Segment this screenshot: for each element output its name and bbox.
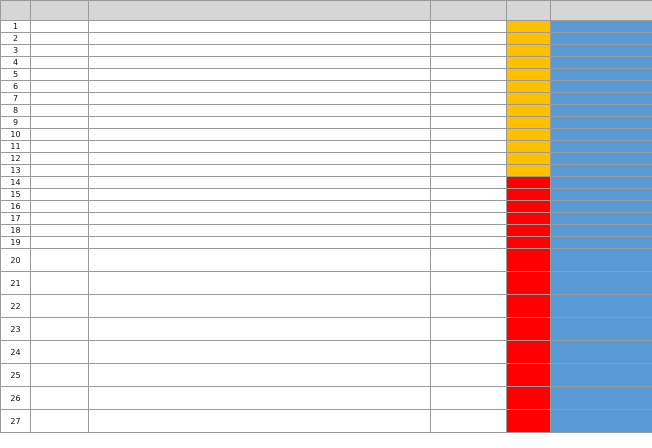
table-row — [1, 117, 652, 129]
skill-desc — [89, 129, 431, 141]
skill-position — [507, 272, 551, 295]
skill-trigger — [431, 237, 507, 249]
header-col2 — [31, 1, 89, 21]
skill-name — [31, 21, 89, 33]
skill-desc — [89, 341, 431, 364]
skill-attribute — [551, 318, 652, 341]
skill-attribute — [551, 129, 652, 141]
skill-attribute — [551, 33, 652, 45]
row-number: 11 — [1, 141, 31, 153]
skill-position — [507, 165, 551, 177]
table-row — [1, 21, 652, 33]
skill-attribute — [551, 295, 652, 318]
skill-attribute — [551, 57, 652, 69]
skill-attribute — [551, 93, 652, 105]
skill-name — [31, 153, 89, 165]
row-number: 19 — [1, 237, 31, 249]
skill-position — [507, 93, 551, 105]
skill-position — [507, 341, 551, 364]
row-number: 22 — [1, 295, 31, 318]
skill-position — [507, 189, 551, 201]
row-number: 25 — [1, 364, 31, 387]
table-row — [1, 249, 652, 272]
skill-desc — [89, 57, 431, 69]
skill-trigger — [431, 272, 507, 295]
skill-attribute — [551, 141, 652, 153]
table-row — [1, 225, 652, 237]
row-number: 8 — [1, 105, 31, 117]
skill-attribute — [551, 237, 652, 249]
skill-position — [507, 410, 551, 433]
row-number: 7 — [1, 93, 31, 105]
skill-name — [31, 129, 89, 141]
table-row — [1, 387, 652, 410]
row-number: 24 — [1, 341, 31, 364]
skill-desc — [89, 225, 431, 237]
skill-desc — [89, 249, 431, 272]
table-row — [1, 295, 652, 318]
skill-name — [31, 249, 89, 272]
skill-name — [31, 117, 89, 129]
skill-position — [507, 213, 551, 225]
skill-trigger — [431, 177, 507, 189]
skill-desc — [89, 213, 431, 225]
skill-position — [507, 295, 551, 318]
row-number: 6 — [1, 81, 31, 93]
row-number: 15 — [1, 189, 31, 201]
skill-position — [507, 225, 551, 237]
skill-attribute — [551, 201, 652, 213]
skill-desc — [89, 295, 431, 318]
skill-desc — [89, 177, 431, 189]
row-number: 12 — [1, 153, 31, 165]
table-row — [1, 410, 652, 433]
skill-position — [507, 69, 551, 81]
skill-desc — [89, 165, 431, 177]
skill-name — [31, 177, 89, 189]
skill-attribute — [551, 213, 652, 225]
skill-name — [31, 201, 89, 213]
skill-desc — [89, 81, 431, 93]
row-number: 13 — [1, 165, 31, 177]
skill-name — [31, 237, 89, 249]
skill-name — [31, 272, 89, 295]
skill-trigger — [431, 69, 507, 81]
skill-trigger — [431, 295, 507, 318]
row-number: 16 — [1, 201, 31, 213]
skill-attribute — [551, 410, 652, 433]
table-row — [1, 177, 652, 189]
skill-name — [31, 165, 89, 177]
skill-desc — [89, 105, 431, 117]
skill-position — [507, 81, 551, 93]
skill-trigger — [431, 213, 507, 225]
skill-attribute — [551, 105, 652, 117]
row-number: 17 — [1, 213, 31, 225]
row-number: 26 — [1, 387, 31, 410]
skill-trigger — [431, 33, 507, 45]
table-row — [1, 141, 652, 153]
row-number: 2 — [1, 33, 31, 45]
table-row — [1, 364, 652, 387]
skill-desc — [89, 237, 431, 249]
row-number: 3 — [1, 45, 31, 57]
skill-trigger — [431, 387, 507, 410]
skill-attribute — [551, 225, 652, 237]
table-row — [1, 165, 652, 177]
skill-name — [31, 387, 89, 410]
skill-desc — [89, 153, 431, 165]
table-row — [1, 318, 652, 341]
row-number: 14 — [1, 177, 31, 189]
skill-trigger — [431, 129, 507, 141]
skill-attribute — [551, 341, 652, 364]
skill-desc — [89, 45, 431, 57]
row-number: 9 — [1, 117, 31, 129]
skill-attribute — [551, 165, 652, 177]
skill-name — [31, 33, 89, 45]
row-number: 27 — [1, 410, 31, 433]
row-number: 23 — [1, 318, 31, 341]
skill-trigger — [431, 410, 507, 433]
skill-name — [31, 105, 89, 117]
skill-desc — [89, 69, 431, 81]
skill-name — [31, 410, 89, 433]
skill-position — [507, 177, 551, 189]
header-col6 — [551, 1, 652, 21]
skill-desc — [89, 141, 431, 153]
skill-trigger — [431, 364, 507, 387]
skill-name — [31, 213, 89, 225]
skill-attribute — [551, 249, 652, 272]
skill-trigger — [431, 341, 507, 364]
skill-desc — [89, 272, 431, 295]
table-row — [1, 213, 652, 225]
skill-trigger — [431, 45, 507, 57]
skill-name — [31, 295, 89, 318]
skill-trigger — [431, 81, 507, 93]
skill-trigger — [431, 189, 507, 201]
skill-position — [507, 129, 551, 141]
skill-position — [507, 117, 551, 129]
row-number: 4 — [1, 57, 31, 69]
skill-position — [507, 21, 551, 33]
skill-trigger — [431, 225, 507, 237]
table-row — [1, 237, 652, 249]
skill-position — [507, 141, 551, 153]
header-row — [1, 1, 652, 21]
row-number: 18 — [1, 225, 31, 237]
skill-name — [31, 45, 89, 57]
table-row — [1, 189, 652, 201]
row-number: 5 — [1, 69, 31, 81]
skill-desc — [89, 410, 431, 433]
table-row — [1, 105, 652, 117]
skill-attribute — [551, 387, 652, 410]
skill-desc — [89, 117, 431, 129]
skill-attribute — [551, 272, 652, 295]
skill-attribute — [551, 69, 652, 81]
table-row — [1, 272, 652, 295]
skill-name — [31, 93, 89, 105]
skill-trigger — [431, 153, 507, 165]
skill-position — [507, 57, 551, 69]
skill-trigger — [431, 318, 507, 341]
table-row — [1, 201, 652, 213]
skill-trigger — [431, 57, 507, 69]
skill-attribute — [551, 117, 652, 129]
skill-desc — [89, 364, 431, 387]
skill-name — [31, 318, 89, 341]
skill-name — [31, 341, 89, 364]
skill-desc — [89, 318, 431, 341]
skill-trigger — [431, 21, 507, 33]
header-col5 — [507, 1, 551, 21]
skill-desc — [89, 201, 431, 213]
skill-trigger — [431, 105, 507, 117]
table-row — [1, 69, 652, 81]
table-row — [1, 57, 652, 69]
skill-trigger — [431, 201, 507, 213]
header-col4 — [431, 1, 507, 21]
row-number: 21 — [1, 272, 31, 295]
skill-trigger — [431, 249, 507, 272]
table-row — [1, 341, 652, 364]
skill-position — [507, 387, 551, 410]
skill-attribute — [551, 189, 652, 201]
table-row — [1, 33, 652, 45]
table-row — [1, 45, 652, 57]
skill-position — [507, 201, 551, 213]
skill-name — [31, 364, 89, 387]
skill-attribute — [551, 21, 652, 33]
header-col3 — [89, 1, 431, 21]
skill-position — [507, 45, 551, 57]
skill-attribute — [551, 177, 652, 189]
skill-desc — [89, 33, 431, 45]
skill-position — [507, 237, 551, 249]
skill-name — [31, 57, 89, 69]
skill-trigger — [431, 117, 507, 129]
skill-name — [31, 69, 89, 81]
skill-attribute — [551, 364, 652, 387]
skill-name — [31, 225, 89, 237]
table-row — [1, 129, 652, 141]
skill-trigger — [431, 165, 507, 177]
skill-trigger — [431, 93, 507, 105]
skill-attribute — [551, 45, 652, 57]
header-col1 — [1, 1, 31, 21]
skill-trigger — [431, 141, 507, 153]
skill-position — [507, 364, 551, 387]
row-number: 20 — [1, 249, 31, 272]
table-row — [1, 153, 652, 165]
table-row — [1, 81, 652, 93]
skill-desc — [89, 387, 431, 410]
skill-attribute — [551, 153, 652, 165]
skill-name — [31, 189, 89, 201]
skill-desc — [89, 189, 431, 201]
row-number: 1 — [1, 21, 31, 33]
skill-position — [507, 249, 551, 272]
skill-position — [507, 33, 551, 45]
skill-name — [31, 81, 89, 93]
table-row — [1, 93, 652, 105]
skill-position — [507, 105, 551, 117]
skill-desc — [89, 21, 431, 33]
skill-position — [507, 318, 551, 341]
skill-position — [507, 153, 551, 165]
skill-attribute — [551, 81, 652, 93]
skill-desc — [89, 93, 431, 105]
skill-name — [31, 141, 89, 153]
row-number: 10 — [1, 129, 31, 141]
